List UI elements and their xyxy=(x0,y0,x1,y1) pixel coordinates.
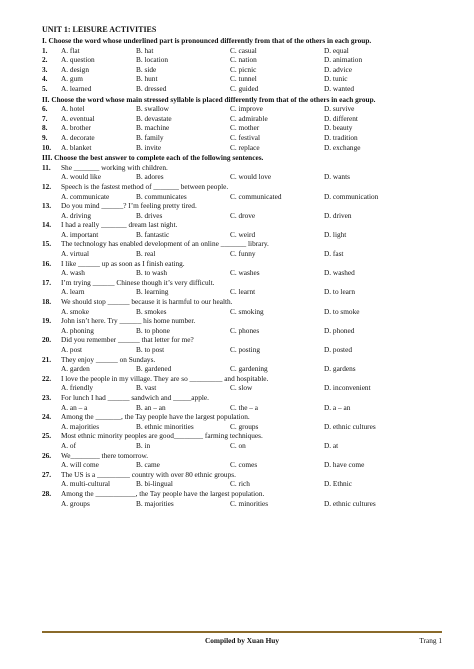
question-number: 12. xyxy=(42,181,52,191)
answer-option[interactable]: B. learning xyxy=(136,287,169,297)
question-stem-row xyxy=(42,412,442,422)
question-number: 15. xyxy=(42,239,52,249)
answer-option[interactable]: A. would like xyxy=(61,172,101,182)
question-stem-row xyxy=(42,201,442,211)
answer-option[interactable]: C. on xyxy=(230,440,246,450)
answer-option[interactable]: A. important xyxy=(61,229,99,239)
question-stem: I like ______ up as soon as I finish eating. xyxy=(61,258,185,268)
answer-option[interactable]: D. washed xyxy=(324,268,355,278)
question-number: 22. xyxy=(42,373,52,383)
question-number: 24. xyxy=(42,412,52,422)
answer-option[interactable]: A. blanket xyxy=(61,142,92,152)
answer-option[interactable]: A. wash xyxy=(61,268,85,278)
answer-option[interactable]: D. tunic xyxy=(324,74,348,84)
answer-options-row xyxy=(42,460,442,470)
question-stem: We should stop ______ because it is harmful to our health. xyxy=(61,297,233,307)
answer-options-row xyxy=(42,345,442,355)
question-row xyxy=(42,104,442,114)
question-stem: They enjoy ______ on Sundays. xyxy=(61,354,156,364)
question-stem-row xyxy=(42,259,442,269)
answer-options-row xyxy=(42,499,442,509)
question-stem: I love the people in my village. They are so _________ and hospitable. xyxy=(61,373,269,383)
question-number: 9. xyxy=(42,132,48,142)
answer-option[interactable]: C. guided xyxy=(230,83,259,93)
answer-option[interactable]: A. an – a xyxy=(61,402,88,412)
answer-option[interactable]: D. inconvenient xyxy=(324,383,371,393)
answer-option[interactable]: C. the – a xyxy=(230,402,258,412)
answer-options-row xyxy=(42,364,442,374)
answer-option[interactable]: D. have come xyxy=(324,460,365,470)
answer-option[interactable]: D. phoned xyxy=(324,325,355,335)
question-stem-row xyxy=(42,335,442,345)
answer-option[interactable]: D. Ethnic xyxy=(324,479,352,489)
answer-option[interactable]: B. gardened xyxy=(136,364,172,374)
answer-option[interactable]: A. learned xyxy=(61,83,92,93)
answer-option[interactable]: A. multi-cultural xyxy=(61,479,111,489)
answer-option[interactable]: D. equal xyxy=(324,45,349,55)
question-number: 16. xyxy=(42,258,52,268)
answer-option[interactable]: C. admirable xyxy=(230,113,268,123)
answer-options-row xyxy=(42,441,442,451)
question-number: 19. xyxy=(42,316,52,326)
answer-option[interactable]: D. fast xyxy=(324,249,344,259)
answer-option[interactable]: B. an – an xyxy=(136,402,166,412)
answer-option[interactable]: C. slow xyxy=(230,383,253,393)
section-3-heading: III. Choose the best answer to complete each of the following sentences. xyxy=(42,153,264,163)
answer-option[interactable]: C. phones xyxy=(230,325,260,335)
answer-option[interactable]: C. improve xyxy=(230,104,263,114)
question-stem: She _______ working with children. xyxy=(61,162,168,172)
answer-option[interactable]: B. location xyxy=(136,55,169,65)
answer-option[interactable]: B. to phone xyxy=(136,325,170,335)
answer-option[interactable]: A. virtual xyxy=(61,249,89,259)
answer-option[interactable]: D. beauty xyxy=(324,123,353,133)
answer-option[interactable]: B. devastate xyxy=(136,113,172,123)
answer-option[interactable]: C. casual xyxy=(230,45,257,55)
answer-option[interactable]: A. of xyxy=(61,440,76,450)
question-number: 27. xyxy=(42,469,52,479)
answer-option[interactable]: D. driven xyxy=(324,210,352,220)
answer-option[interactable]: C. would love xyxy=(230,172,272,182)
unit-title: UNIT 1: LEISURE ACTIVITIES xyxy=(42,25,157,34)
question-stem-row xyxy=(42,220,442,230)
question-stem: Most ethnic minority peoples are good________ farming techniques. xyxy=(61,431,263,441)
page-number: Trang 1 xyxy=(419,636,442,645)
answer-option[interactable]: A. eventual xyxy=(61,113,95,123)
question-number: 26. xyxy=(42,450,52,460)
answer-option[interactable]: A. communicate xyxy=(61,191,110,201)
question-number: 8. xyxy=(42,123,48,133)
answer-option[interactable]: B. majorities xyxy=(136,498,174,508)
answer-option[interactable]: B. smokes xyxy=(136,306,167,316)
question-stem: Among the ___________, the Tay people have the largest population. xyxy=(61,488,265,498)
answer-option[interactable]: B. family xyxy=(136,132,164,142)
answer-option[interactable]: B. to wash xyxy=(136,268,168,278)
answer-option[interactable]: D. wanted xyxy=(324,83,354,93)
answer-option[interactable]: A. friendly xyxy=(61,383,94,393)
answer-option[interactable]: C. groups xyxy=(230,421,259,431)
question-row xyxy=(42,114,442,124)
answer-option[interactable]: A. garden xyxy=(61,364,90,374)
question-stem: Among the _______, the Tay people have the largest population. xyxy=(61,412,250,422)
answer-option[interactable]: A. post xyxy=(61,345,83,354)
question-stem: The technology has enabled development of an online _______ library. xyxy=(61,239,269,249)
question-stem-row xyxy=(42,431,442,441)
question-row xyxy=(42,46,442,56)
answer-option[interactable]: A. phoning xyxy=(61,325,94,335)
question-stem-row xyxy=(42,451,442,461)
answer-option[interactable]: A. smoke xyxy=(61,306,89,316)
answer-option[interactable]: A. learn xyxy=(61,287,85,297)
question-row xyxy=(42,65,442,75)
answer-option[interactable]: D. exchange xyxy=(324,142,361,152)
question-stem: Did you remember ______ that letter for me? xyxy=(61,335,194,345)
question-number: 28. xyxy=(42,488,52,498)
answer-option[interactable]: B. hat xyxy=(136,45,154,55)
answer-options-row xyxy=(42,326,442,336)
answer-option[interactable]: D. communication xyxy=(324,191,379,201)
answer-option[interactable]: C. communicated xyxy=(230,191,282,201)
question-stem-row xyxy=(42,182,442,192)
question-stem-row xyxy=(42,316,442,326)
answer-option[interactable]: D. tradition xyxy=(324,132,358,142)
question-number: 25. xyxy=(42,431,52,441)
answer-option[interactable]: C. comes xyxy=(230,460,258,470)
answer-option[interactable]: A. will come xyxy=(61,460,99,470)
footer-rule xyxy=(42,631,442,633)
question-number: 5. xyxy=(42,83,48,93)
answer-option[interactable]: D. to learn xyxy=(324,287,356,297)
answer-option[interactable]: A. flat xyxy=(61,45,80,55)
answer-option[interactable]: A. design xyxy=(61,64,89,74)
question-stem-row xyxy=(42,393,442,403)
question-number: 21. xyxy=(42,354,52,364)
answer-option[interactable]: B. to post xyxy=(136,345,165,354)
question-stem: We________ there tomorrow. xyxy=(61,450,149,460)
answer-option[interactable]: B. adores xyxy=(136,172,164,182)
question-stem-row xyxy=(42,355,442,365)
answer-option[interactable]: D. different xyxy=(324,113,358,123)
answer-option[interactable]: A. driving xyxy=(61,210,91,220)
question-stem-row xyxy=(42,278,442,288)
answer-option[interactable]: B. ethnic minorities xyxy=(136,421,194,431)
compiled-by: Compiled by Xuan Huy xyxy=(204,636,279,645)
answer-option[interactable]: D. animation xyxy=(324,55,363,65)
question-number: 13. xyxy=(42,201,52,211)
answer-option[interactable]: B. fantastic xyxy=(136,229,170,239)
question-stem-row xyxy=(42,297,442,307)
answer-options-row xyxy=(42,268,442,278)
answer-option[interactable]: D. ethnic cultures xyxy=(324,421,376,431)
question-number: 17. xyxy=(42,277,52,287)
question-number: 6. xyxy=(42,104,48,114)
question-stem: Speech is the fastest method of _______ between people. xyxy=(61,181,229,191)
answer-option[interactable]: B. came xyxy=(136,460,160,470)
answer-options-row xyxy=(42,307,442,317)
answer-option[interactable]: C. minorities xyxy=(230,498,269,508)
question-stem-row xyxy=(42,489,442,499)
answer-option[interactable]: C. mother xyxy=(230,123,260,133)
answer-option[interactable]: A. brother xyxy=(61,123,91,133)
answer-option[interactable]: C. smoking xyxy=(230,306,264,316)
question-row xyxy=(42,143,442,153)
section-2-list xyxy=(42,104,442,152)
question-row xyxy=(42,74,442,84)
question-row xyxy=(42,84,442,94)
answer-option[interactable]: C. picnic xyxy=(230,64,257,74)
question-stem: John isn’t here. Try ______ his home number. xyxy=(61,316,196,326)
answer-option[interactable]: B. invite xyxy=(136,142,162,152)
answer-option[interactable]: C. weird xyxy=(230,229,256,239)
question-number: 4. xyxy=(42,74,48,84)
answer-option[interactable]: A. gum xyxy=(61,74,83,84)
question-stem: For lunch I had ______ sandwich and _____apple. xyxy=(61,392,209,402)
question-number: 11. xyxy=(42,162,51,172)
answer-options-row xyxy=(42,383,442,393)
answer-option[interactable]: D. a – an xyxy=(324,402,351,412)
section-3-list xyxy=(42,163,442,508)
answer-options-row xyxy=(42,422,442,432)
question-row xyxy=(42,133,442,143)
answer-option[interactable]: D. posted xyxy=(324,345,352,354)
answer-option[interactable]: C. tunnel xyxy=(230,74,257,84)
question-stem-row xyxy=(42,239,442,249)
question-number: 20. xyxy=(42,335,52,345)
answer-option[interactable]: D. ethnic cultures xyxy=(324,498,376,508)
question-number: 1. xyxy=(42,45,48,55)
question-number: 14. xyxy=(42,220,52,230)
question-number: 3. xyxy=(42,64,48,74)
answer-option[interactable]: D. advice xyxy=(324,64,352,74)
answer-option[interactable]: C. festival xyxy=(230,132,260,142)
answer-option[interactable]: B. vast xyxy=(136,383,157,393)
answer-option[interactable]: B. bi-lingual xyxy=(136,479,173,489)
answer-option[interactable]: C. posting xyxy=(230,345,261,354)
answer-option[interactable]: A. hotel xyxy=(61,104,85,114)
answer-option[interactable]: B. drives xyxy=(136,210,163,220)
question-number: 18. xyxy=(42,297,52,307)
question-stem: I’m trying ______ Chinese though it’s very difficult. xyxy=(61,277,215,287)
question-number: 23. xyxy=(42,392,52,402)
answer-option[interactable]: C. replace xyxy=(230,142,260,152)
answer-options-row xyxy=(42,192,442,202)
question-stem-row xyxy=(42,470,442,480)
question-stem-row xyxy=(42,374,442,384)
question-stem: Do you mind ______? I’m feeling pretty tired. xyxy=(61,201,197,211)
answer-option[interactable]: C. washes xyxy=(230,268,260,278)
section-1-list xyxy=(42,46,442,94)
question-stem: I had a really _______ dream last night. xyxy=(61,220,178,230)
answer-options-row xyxy=(42,249,442,259)
question-number: 2. xyxy=(42,55,48,65)
worksheet xyxy=(42,24,442,508)
answer-option[interactable]: B. side xyxy=(136,64,157,74)
answer-option[interactable]: B. dressed xyxy=(136,83,167,93)
question-stem: The US is a _________ country with over 80 ethnic groups. xyxy=(61,469,236,479)
answer-option[interactable]: C. learnt xyxy=(230,287,256,297)
section-2-heading: II. Choose the word whose main stressed syllable is placed differently from that of the others in each group. xyxy=(42,94,376,104)
answer-option[interactable]: B. real xyxy=(136,249,156,259)
question-stem-row xyxy=(42,163,442,173)
question-row xyxy=(42,123,442,133)
question-number: 7. xyxy=(42,113,48,123)
answer-option[interactable]: D. wants xyxy=(324,172,350,182)
answer-option[interactable]: C. rich xyxy=(230,479,250,489)
answer-option[interactable]: D. survive xyxy=(324,104,355,114)
section-1-heading: I. Choose the word whose underlined part is pronounced differently from that of the others in each group. xyxy=(42,36,372,45)
answer-option[interactable]: C. gardening xyxy=(230,364,268,374)
answer-options-row xyxy=(42,230,442,240)
answer-option[interactable]: A. groups xyxy=(61,498,90,508)
answer-option[interactable]: B. machine xyxy=(136,123,170,133)
answer-options-row xyxy=(42,172,442,182)
answer-option[interactable]: B. swallow xyxy=(136,104,169,114)
answer-option[interactable]: B. communicates xyxy=(136,191,187,201)
answer-option[interactable]: D. to smoke xyxy=(324,306,360,316)
answer-option[interactable]: A. majorities xyxy=(61,421,100,431)
question-row xyxy=(42,55,442,65)
answer-option[interactable]: D. gardens xyxy=(324,364,356,374)
answer-option[interactable]: C. drove xyxy=(230,210,256,220)
answer-option[interactable]: A. decorate xyxy=(61,132,95,142)
answer-option[interactable]: C. funny xyxy=(230,249,256,259)
answer-options-row xyxy=(42,479,442,489)
answer-option[interactable]: D. light xyxy=(324,229,347,239)
answer-option[interactable]: B. in xyxy=(136,440,151,450)
answer-option[interactable]: C. nation xyxy=(230,55,257,65)
answer-option[interactable]: A. question xyxy=(61,55,95,65)
answer-options-row xyxy=(42,211,442,221)
answer-options-row xyxy=(42,287,442,297)
answer-option[interactable]: D. at xyxy=(324,440,339,450)
question-number: 10. xyxy=(42,142,52,152)
answer-option[interactable]: B. hunt xyxy=(136,74,158,84)
answer-options-row xyxy=(42,403,442,413)
